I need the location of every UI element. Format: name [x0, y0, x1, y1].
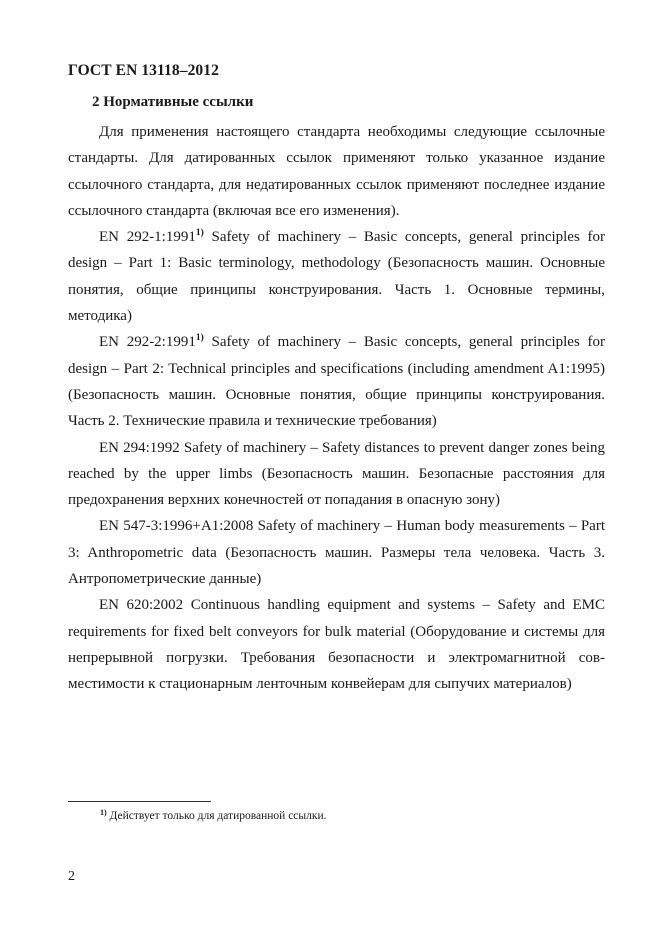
reference-paragraph: [68, 329, 605, 434]
footnote-text: Действует только для датированной ссылки.: [106, 810, 327, 822]
reference-paragraph: EN 620:2002 Continuous handling equipment and systems – Safety and EMC requirements for fixed belt conveyors for bulk material (Оборудование и системы для непрерывной погрузки. Требования безопасности и электромагнитной совместимости к стационарным ленточным конвейерам для сыпучих материалов): [68, 597, 605, 693]
reference-code: EN 292-1:1991: [99, 229, 196, 246]
footnote-marker: 1): [195, 228, 204, 239]
footnote-marker: 1): [195, 333, 204, 344]
footnote-separator: [68, 801, 211, 802]
reference-paragraph: [68, 224, 605, 329]
reference-paragraph: EN 547-3:1996+A1:2008 Safety of machinery – Human body measurements – Part 3: Anthropometric data (Безопасность машин. Размеры тела человека. Часть 3. Антропометрические данные): [68, 518, 605, 588]
document-code-header: ГОСТ EN 13118–2012: [68, 62, 219, 79]
reference-paragraph: EN 294:1992 Safety of machinery – Safety distances to prevent danger zones being reached by the upper limbs (Безопасность машин. Безопасные расстояния для предохранения верхних конечностей от попадания в опасную зону): [68, 439, 605, 509]
intro-paragraph: Для применения настоящего стандарта необходимы следующие ссылочные стандарты. Для датированных ссылок применяют только указанное издание ссылочного стандарта, для недатированных ссылок применяют последнее издание ссылочного стандарта (включая все его изменения).: [68, 124, 605, 219]
reference-text: Safety of machinery – Basic concepts, general principles for design – Part 2: Technical principles and specifications (including amendment A1:1995) (Безопасность машин. Основные понятия, общие принципы конструирования. Часть 2. Технические правила и технические требования): [68, 334, 605, 430]
page-number: 2: [68, 869, 75, 884]
reference-code: EN 292-2:1991: [99, 334, 196, 351]
footnote-marker: 1): [100, 808, 107, 817]
section-title: 2 Нормативные ссылки: [92, 94, 254, 110]
reference-text: Safety of machinery – Basic concepts, general principles for design – Part 1: Basic terminology, methodology (Безопасность машин. Основные понятия, общие принципы конструирования. Часть 1. Основные термины, методика): [68, 229, 605, 325]
footnote: [100, 810, 327, 822]
section-body: [68, 119, 605, 698]
